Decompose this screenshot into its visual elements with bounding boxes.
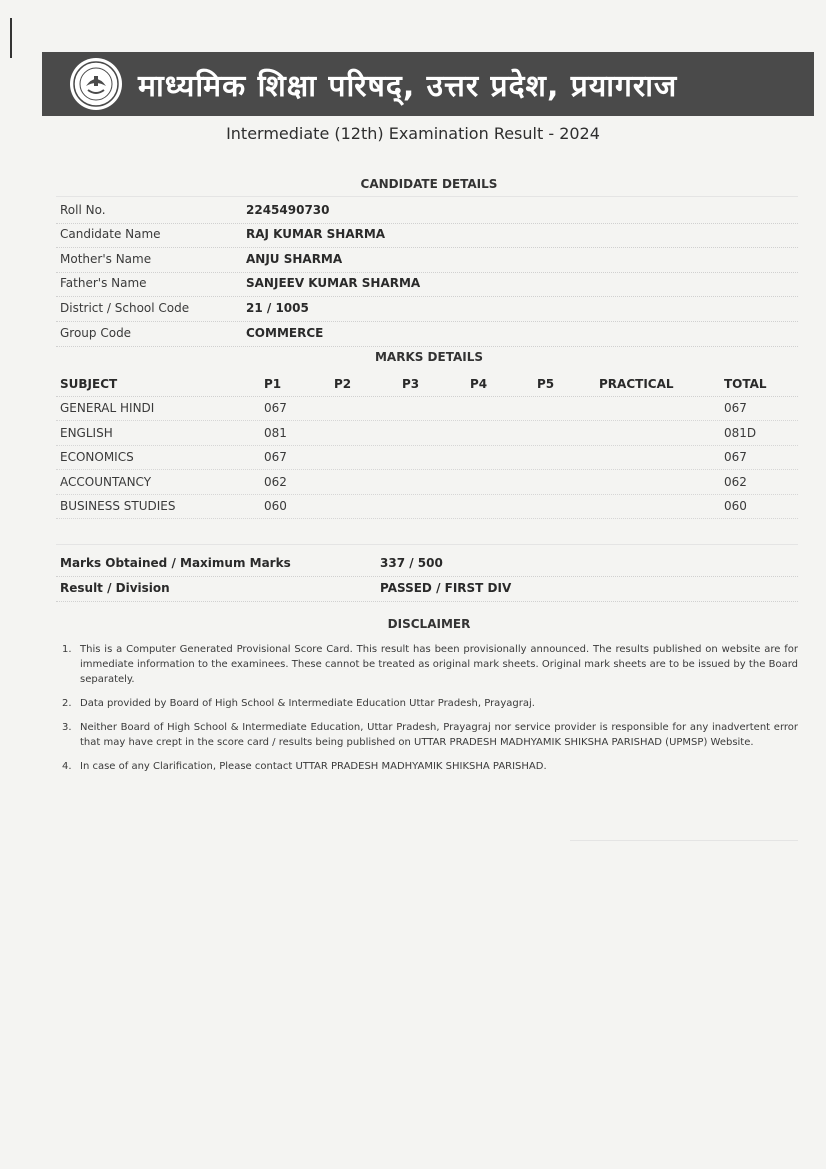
candidate-row-father — [56, 272, 798, 297]
marks-details-heading: MARKS DETAILS — [374, 350, 484, 364]
row-label: District / School Code — [60, 301, 190, 315]
up-government-emblem-icon — [68, 56, 124, 112]
result-division-value: PASSED / FIRST DIV — [380, 581, 512, 595]
item-number: 2. — [62, 698, 72, 709]
header-banner — [42, 52, 814, 116]
cell-subject: ECONOMICS — [60, 450, 134, 464]
candidate-row-group — [56, 322, 798, 347]
col-subject: SUBJECT — [60, 377, 118, 391]
cell-total: 067 — [724, 450, 747, 464]
disclaimer-item — [62, 642, 798, 687]
cell-p1: 081 — [264, 426, 287, 440]
marks-obtained-label: Marks Obtained / Maximum Marks — [60, 556, 291, 570]
candidate-row-mother — [56, 248, 798, 273]
cell-total: 081D — [724, 426, 757, 440]
col-p3: P3 — [402, 377, 420, 391]
item-text: This is a Computer Generated Provisional Score Card. This result has been provisionally announced. The results published on website are for immediate information to the examinees. These cannot be treated as original mark sheets. Original mark sheets are to be issued by the Board separately. — [80, 644, 798, 685]
item-number: 1. — [62, 644, 72, 655]
item-text: Data provided by Board of High School & Intermediate Education Uttar Pradesh, Prayagraj. — [80, 698, 535, 709]
candidate-row-district — [56, 297, 798, 322]
row-value: RAJ KUMAR SHARMA — [246, 227, 386, 241]
cell-subject: BUSINESS STUDIES — [60, 499, 176, 513]
col-p5: P5 — [537, 377, 555, 391]
cell-subject: GENERAL HINDI — [60, 401, 155, 415]
table-row — [56, 445, 798, 470]
row-value: COMMERCE — [246, 326, 324, 340]
table-row — [56, 494, 798, 519]
cell-subject: ENGLISH — [60, 426, 113, 440]
candidate-row-roll-no — [56, 199, 798, 224]
item-text: In case of any Clarification, Please contact UTTAR PRADESH MADHYAMIK SHIKSHA PARISHAD. — [80, 761, 547, 772]
result-division-label: Result / Division — [60, 581, 170, 595]
row-value: 21 / 1005 — [246, 301, 309, 315]
row-label: Roll No. — [60, 203, 106, 217]
row-label: Father's Name — [60, 276, 147, 290]
disclaimer-item — [62, 759, 798, 774]
row-label: Mother's Name — [60, 252, 152, 266]
col-p4: P4 — [470, 377, 488, 391]
marks-obtained-value: 337 / 500 — [380, 556, 443, 570]
cell-total: 062 — [724, 475, 747, 489]
item-number: 4. — [62, 761, 72, 772]
divider — [570, 840, 798, 841]
disclaimer-heading: DISCLAIMER — [387, 617, 471, 631]
col-p1: P1 — [264, 377, 282, 391]
col-total: TOTAL — [724, 377, 767, 391]
item-number: 3. — [62, 722, 72, 733]
candidate-row-name — [56, 223, 798, 248]
marks-obtained-row — [56, 552, 798, 577]
row-label: Group Code — [60, 326, 132, 340]
exam-title: Intermediate (12th) Examination Result - 2024 — [226, 124, 600, 143]
cell-p1: 067 — [264, 401, 287, 415]
board-title: माध्यमिक शिक्षा परिषद्, उत्तर प्रदेश, प्रयागराज — [138, 68, 678, 104]
col-p2: P2 — [334, 377, 352, 391]
row-value: SANJEEV KUMAR SHARMA — [246, 276, 421, 290]
divider — [56, 196, 798, 197]
scan-edge-mark — [10, 18, 12, 58]
cell-total: 067 — [724, 401, 747, 415]
row-value: 2245490730 — [246, 203, 330, 217]
marks-table-header — [56, 372, 798, 397]
candidate-details-heading: CANDIDATE DETAILS — [360, 177, 498, 191]
disclaimer-item — [62, 696, 798, 711]
divider — [56, 544, 798, 545]
cell-subject: ACCOUNTANCY — [60, 475, 152, 489]
result-division-row — [56, 577, 798, 602]
row-label: Candidate Name — [60, 227, 161, 241]
disclaimer-list — [62, 642, 798, 783]
item-text: Neither Board of High School & Intermediate Education, Uttar Pradesh, Prayagraj nor service provider is responsible for any inadvertent error that may have crept in the score card / results being published on UTTAR PRADESH MADHYAMIK SHIKSHA PARISHAD (UPMSP) Website. — [80, 722, 798, 748]
row-value: ANJU SHARMA — [246, 252, 343, 266]
disclaimer-item — [62, 720, 798, 750]
table-row — [56, 470, 798, 495]
table-row — [56, 396, 798, 421]
col-practical: PRACTICAL — [599, 377, 674, 391]
table-row — [56, 421, 798, 446]
cell-p1: 067 — [264, 450, 287, 464]
cell-p1: 060 — [264, 499, 287, 513]
cell-p1: 062 — [264, 475, 287, 489]
cell-total: 060 — [724, 499, 747, 513]
